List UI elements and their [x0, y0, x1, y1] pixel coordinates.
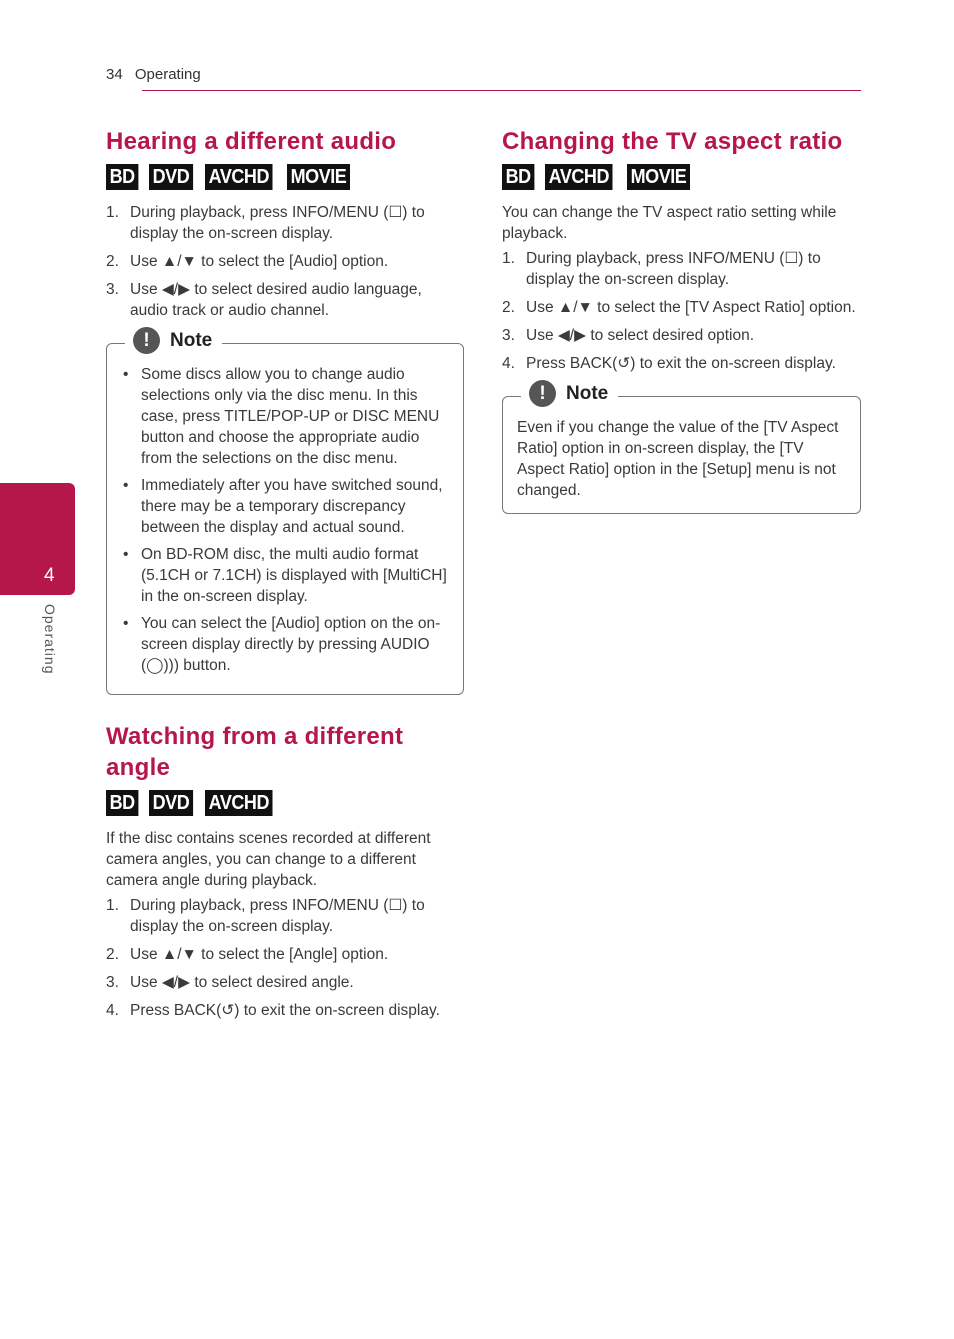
aspect-intro: You can change the TV aspect ratio setting while playback.	[502, 204, 837, 242]
left-column	[106, 126, 464, 1028]
step-text: Use ◀/▶ to select desired angle.	[130, 974, 354, 991]
note-header	[125, 327, 222, 354]
step-number: 4.	[502, 355, 515, 372]
aspect-steps	[502, 248, 861, 374]
list-item: • You can select the [Audio] option on the on-screen display directly by pressing AUDIO (◯))) button.	[121, 613, 449, 676]
badge-dvd: DVD	[149, 164, 193, 190]
exclamation-icon: !	[133, 327, 160, 354]
step-number: 3.	[502, 327, 515, 344]
badge-avchd: AVCHD	[545, 164, 613, 190]
note-header	[521, 380, 618, 407]
section-name: Operating	[134, 66, 201, 83]
chapter-label: Operating	[42, 604, 58, 675]
step-number: 1.	[106, 204, 119, 221]
header-rule	[142, 90, 861, 91]
badge-avchd: AVCHD	[205, 164, 273, 190]
angle-section	[106, 721, 464, 1021]
chapter-tab	[0, 483, 75, 595]
step-number: 3.	[106, 281, 119, 298]
list-item: • On BD-ROM disc, the multi audio format (5.1CH or 7.1CH) is displayed with [MultiCH] in the on-screen display.	[121, 544, 449, 607]
step-text: During playback, press INFO/MENU (☐) to display the on-screen display.	[526, 250, 821, 288]
note-bullets	[121, 364, 449, 676]
step-text: Press BACK(↺) to exit the on-screen display.	[130, 1002, 440, 1019]
badge-bd: BD	[106, 790, 138, 816]
list-item	[106, 202, 464, 244]
step-text: Press BACK(↺) to exit the on-screen display.	[526, 355, 836, 372]
list-item: • Immediately after you have switched sound, there may be a temporary discrepancy between the display and actual sound.	[121, 475, 449, 538]
audio-section-title: Hearing a different audio	[106, 128, 397, 155]
right-column	[502, 126, 861, 514]
step-text: Use ▲/▼ to select the [Angle] option.	[130, 946, 389, 963]
aspect-section-title: Changing the TV aspect ratio	[502, 128, 843, 155]
note-label: Note	[566, 382, 609, 404]
badge-dvd: DVD	[149, 790, 193, 816]
step-number: 2.	[502, 299, 515, 316]
page-number: 34	[106, 66, 123, 83]
badge-bd: BD	[502, 164, 534, 190]
step-text: Use ◀/▶ to select desired option.	[526, 327, 755, 344]
badge-movie: MOVIE	[287, 164, 350, 190]
list-item	[502, 248, 861, 290]
audio-note-box	[106, 329, 464, 695]
badge-avchd: AVCHD	[205, 790, 273, 816]
step-text: During playback, press INFO/MENU (☐) to display the on-screen display.	[130, 204, 425, 242]
aspect-section	[502, 126, 861, 514]
list-item	[106, 895, 464, 937]
audio-section	[106, 126, 464, 695]
angle-section-title: Watching from a different angle	[106, 723, 404, 781]
list-item: • Some discs allow you to change audio selections only via the disc menu. In this case, press TITLE/POP-UP or DISC MENU button and choose the appropriate audio from the selections on the disc menu.	[121, 364, 449, 469]
list-item	[502, 325, 861, 346]
list-item	[502, 353, 861, 374]
angle-steps	[106, 895, 464, 1021]
step-text: During playback, press INFO/MENU (☐) to display the on-screen display.	[130, 897, 425, 935]
audio-steps	[106, 202, 464, 321]
list-item	[502, 297, 861, 318]
note-text: Even if you change the value of the [TV Aspect Ratio] option in on-screen display, the [TV Aspect Ratio] option in the [Setup] menu is not changed.	[517, 419, 839, 499]
list-item	[106, 251, 464, 272]
step-number: 1.	[106, 897, 119, 914]
note-label: Note	[170, 329, 213, 351]
audio-badges	[106, 164, 464, 190]
angle-badges	[106, 790, 464, 816]
step-number: 2.	[106, 253, 119, 270]
step-number: 1.	[502, 250, 515, 267]
list-item	[106, 972, 464, 993]
list-item	[106, 279, 464, 321]
page-header	[106, 66, 201, 83]
badge-bd: BD	[106, 164, 138, 190]
list-item	[106, 1000, 464, 1021]
angle-intro: If the disc contains scenes recorded at different camera angles, you can change to a different camera angle during playback.	[106, 830, 431, 889]
step-number: 4.	[106, 1002, 119, 1019]
step-text: Use ◀/▶ to select desired audio language, audio track or audio channel.	[130, 281, 422, 319]
badge-movie: MOVIE	[627, 164, 690, 190]
exclamation-icon: !	[529, 380, 556, 407]
aspect-badges	[502, 164, 861, 190]
step-text: Use ▲/▼ to select the [TV Aspect Ratio] option.	[526, 299, 856, 316]
step-number: 3.	[106, 974, 119, 991]
step-text: Use ▲/▼ to select the [Audio] option.	[130, 253, 389, 270]
aspect-note-box	[502, 382, 861, 514]
list-item	[106, 944, 464, 965]
chapter-number: 4	[44, 565, 55, 586]
step-number: 2.	[106, 946, 119, 963]
